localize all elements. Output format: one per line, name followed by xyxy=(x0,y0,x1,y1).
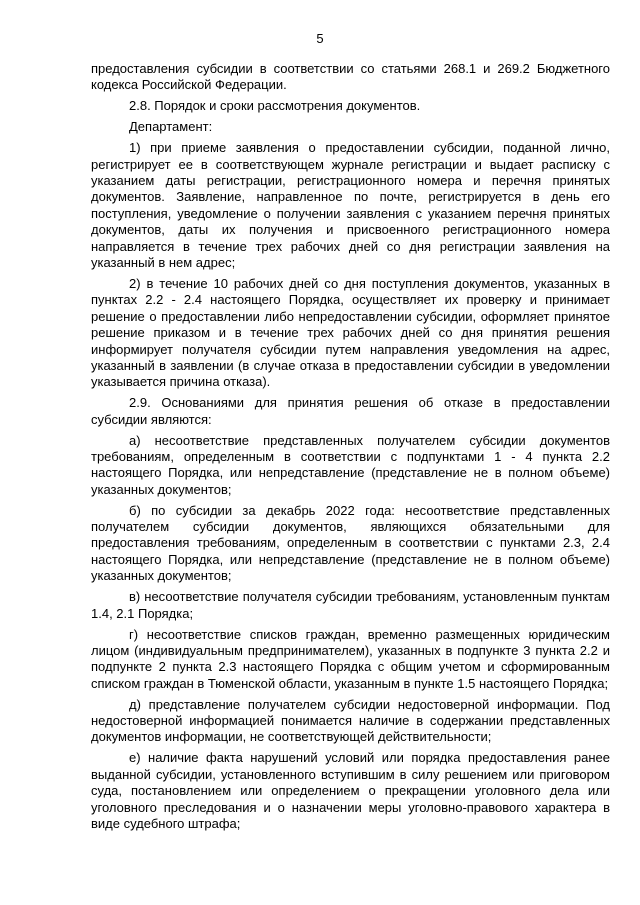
section-heading-2-9: 2.9. Основаниями для принятия решения об отказе в предоставлении субсидии являются: xyxy=(91,395,610,427)
paragraph-item-v: в) несоответствие получателя субсидии требованиям, установленным пунктам 1.4, 2.1 Порядка; xyxy=(91,589,610,621)
paragraph-item-2: 2) в течение 10 рабочих дней со дня поступления документов, указанных в пунктах 2.2 - 2.4 настоящего Порядка, осуществляет их проверку и принимает решение о предоставлении либо непредоставлении субсидии, оформляет принятое решение приказом и в течение трех рабочих дней со дня принятия решения информирует получателя субсидии путем направления уведомления на адрес, указанный в заявлении (в случае отказа в предоставлении субсидии в уведомлении указывается причина отказа). xyxy=(91,275,610,390)
page-number: 5 xyxy=(316,31,324,46)
document-body xyxy=(91,61,610,837)
paragraph-item-g: г) несоответствие списков граждан, временно размещенных юридическим лицом (индивидуальным предпринимателем), указанных в подпункте 3 пункта 2.2 и подпункте 2 пункта 2.3 настоящего Порядка с общим учетом и сформированным списком граждан в Тюменской области, указанным в пункте 1.5 настоящего Порядка; xyxy=(91,626,610,691)
paragraph-continuation: предоставления субсидии в соответствии со статьями 268.1 и 269.2 Бюджетного кодекса Российской Федерации. xyxy=(91,61,610,93)
department-label: Департамент: xyxy=(129,119,213,135)
paragraph-item-a: а) несоответствие представленных получателем субсидии документов требованиям, определенным в соответствии с подпунктами 1 - 4 пункта 2.2 настоящего Порядка, или непредставление (представление не в полном объеме) указанных документов; xyxy=(91,432,610,497)
paragraph-item-b: б) по субсидии за декабрь 2022 года: несоответствие представленных получателем субсидии документов, являющихся обязательными для предоставления требованиям, определенным в соответствии с пунктами 2.3, 2.4 настоящего Порядка, или непредставление (представление не в полном объеме) указанных документов; xyxy=(91,502,610,584)
paragraph-item-1: 1) при приеме заявления о предоставлении субсидии, поданной лично, регистрирует ее в соответствующем журнале регистрации и выдает расписку с указанием даты регистрации, регистрационного номера и перечня принятых документов. Заявление, направленное по почте, регистрируется в день его поступления, уведомление о получении заявления с указанием перечня принятых документов, даты их получения и присвоенного регистрационного номера направляется в течение трех рабочих дней со дня регистрации заявления на указанный в нем адрес; xyxy=(91,140,610,270)
paragraph-item-d: д) представление получателем субсидии недостоверной информации. Под недостоверной информацией понимается наличие в содержании представленных документов информации, не соответствующей действительности; xyxy=(91,696,610,745)
paragraph-item-e: е) наличие факта нарушений условий или порядка предоставления ранее выданной субсидии, установленного вступившим в силу решением или приговором суда, постановлением или определением о прекращении уголовного дела или уголовного преследования и о назначении меры уголовно-правового характера в виде судебного штрафа; xyxy=(91,750,610,831)
section-heading-2-8: 2.8. Порядок и сроки рассмотрения документов. xyxy=(129,98,421,114)
